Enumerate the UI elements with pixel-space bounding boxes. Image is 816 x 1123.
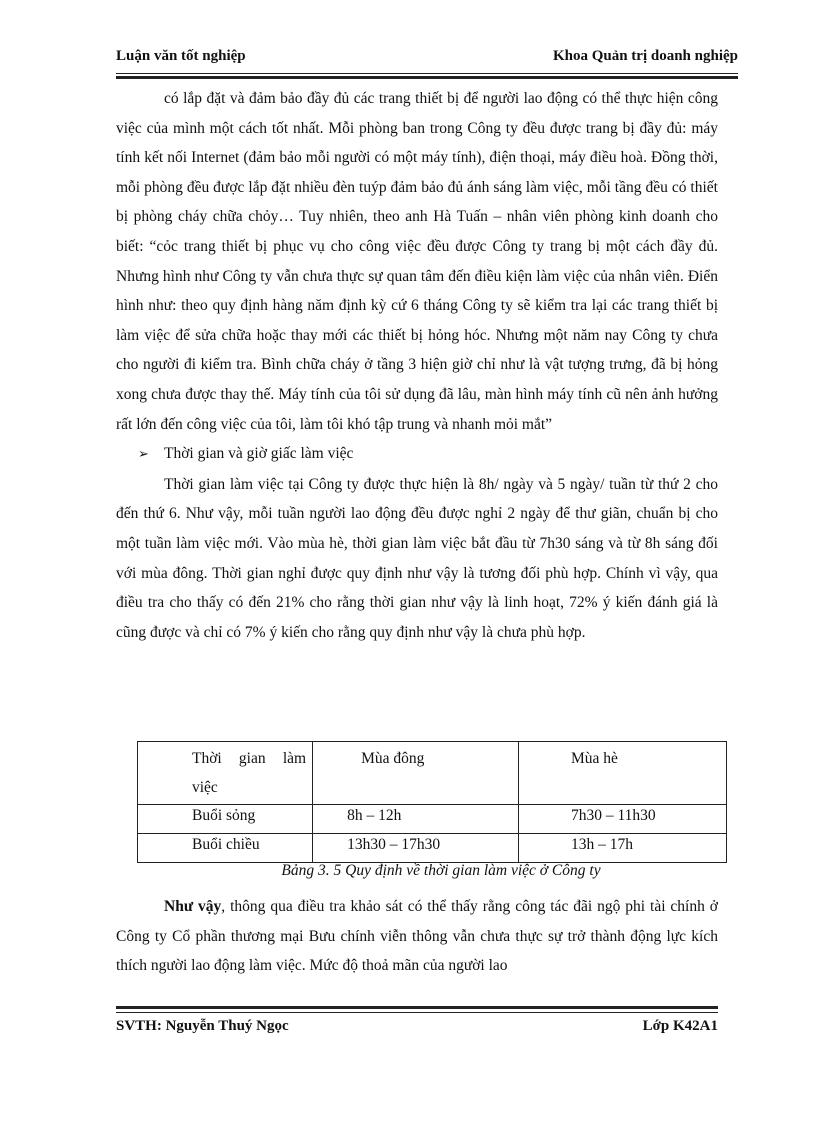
- header-faculty: Khoa Quản trị doanh nghiệp: [552, 48, 738, 64]
- body-text: [116, 84, 718, 647]
- page-footer: [116, 1018, 718, 1042]
- table-header-cell: Thời gian làm việc: [138, 742, 313, 805]
- header-rule-bottom: [116, 76, 738, 79]
- paragraph-working-time: Thời gian làm việc tại Công ty được thực hiện là 8h/ ngày và 5 ngày/ tuần từ thứ 2 cho đến thứ 6. Như vậy, mỗi tuần người lao động đều được nghỉ 2 ngày để thư giãn, chuẩn bị cho một tuần làm việc mới. Vào mùa hè, thời gian làm việc bắt đầu từ 7h30 sáng và từ 8h sáng đối với mùa đông. Thời gian nghỉ được quy định như vậy là tương đối phù hợp. Chính vì vậy, qua điều tra cho thấy có đến 21% cho rằng thời gian như vậy là linh hoạt, 72% ý kiến đánh giá là cũng được và chỉ có 7% ý kiến cho rằng quy định như vậy là chưa phù hợp.: [116, 475, 718, 641]
- paragraph-conclusion: [116, 892, 718, 981]
- table-cell: 8h – 12h: [313, 805, 519, 834]
- header-rule-top: [116, 73, 738, 74]
- working-time-table: [137, 741, 727, 863]
- footer-rule-top: [116, 1006, 718, 1009]
- table-row: [138, 805, 727, 834]
- conclusion-lead: Như vậy: [164, 898, 222, 915]
- table-cell: 7h30 – 11h30: [519, 805, 727, 834]
- footer-student: SVTH: Nguyễn Thuý Ngọc: [116, 1018, 289, 1034]
- table-cell: 13h – 17h: [519, 834, 727, 863]
- body-text-conclusion: [116, 892, 718, 981]
- arrow-bullet-icon: ➢: [138, 447, 149, 463]
- table-header-cell: Mùa đông: [313, 742, 519, 805]
- table-row: [138, 834, 727, 863]
- table-cell: Buổi chiều: [138, 834, 313, 863]
- table-cell: Buổi sỏng: [138, 805, 313, 834]
- header-thesis-title: Luận văn tốt nghiệp: [116, 48, 246, 64]
- footer-class: Lớp K42A1: [642, 1018, 718, 1034]
- page-header: [116, 48, 738, 72]
- table-header-cell: Mùa hè: [519, 742, 727, 805]
- table-caption: Bảng 3. 5 Quy định về thời gian làm việc ở Công ty: [281, 862, 601, 879]
- bullet-label: Thời gian và giờ giấc làm việc: [164, 445, 354, 463]
- conclusion-text: , thông qua điều tra khảo sát có thể thấy rằng công tác đãi ngộ phi tài chính ở Công ty Cổ phần thương mại Bưu chính viễn thông vẫn chưa thực sự trở thành động lực kích thích người lao động làm việc. Mức độ thoả mãn của người lao: [116, 898, 718, 975]
- table-cell: 13h30 – 17h30: [313, 834, 519, 863]
- footer-rule-bottom: [116, 1012, 718, 1013]
- table-header-row: [138, 742, 727, 805]
- bullet-working-hours: [116, 439, 718, 470]
- paragraph-equipment: có lắp đặt và đảm bảo đầy đủ các trang thiết bị để người lao động có thể thực hiện công việc của mình một cách tốt nhất. Mỗi phòng ban trong Công ty đều được trang bị đầy đủ: máy tính kết nối Internet (đảm bảo mỗi người có một máy tính), điện thoại, máy điều hoà. Đồng thời, mỗi phòng đều được lắp đặt nhiều đèn tuýp đảm bảo đủ ánh sáng làm việc, mỗi tầng đều có thiết bị phòng cháy chữa chỏy… Tuy nhiên, theo anh Hà Tuấn – nhân viên phòng kinh doanh cho biết: “cỏc trang thiết bị phục vụ cho công việc đều được Công ty trang bị một cách đầy đủ. Nhưng hình như Công ty vẫn chưa thực sự quan tâm đến điều kiện làm việc của nhân viên. Điển hình như: theo quy định hàng năm định kỳ cứ 6 tháng Công ty sẽ kiểm tra lại các trang thiết bị làm việc để sửa chữa hoặc thay mới các thiết bị hỏng hóc. Nhưng một năm nay Công ty chưa cho người đi kiểm tra. Bình chữa cháy ở tầng 3 hiện giờ chỉ như là vật tượng trưng, đã bị hỏng xong chưa được thay thế. Máy tính của tôi sử dụng đã lâu, màn hình máy tính cũ nên ảnh hưởng rất lớn đến công việc của tôi, làm tôi khó tập trung và nhanh mỏi mắt”: [116, 90, 718, 433]
